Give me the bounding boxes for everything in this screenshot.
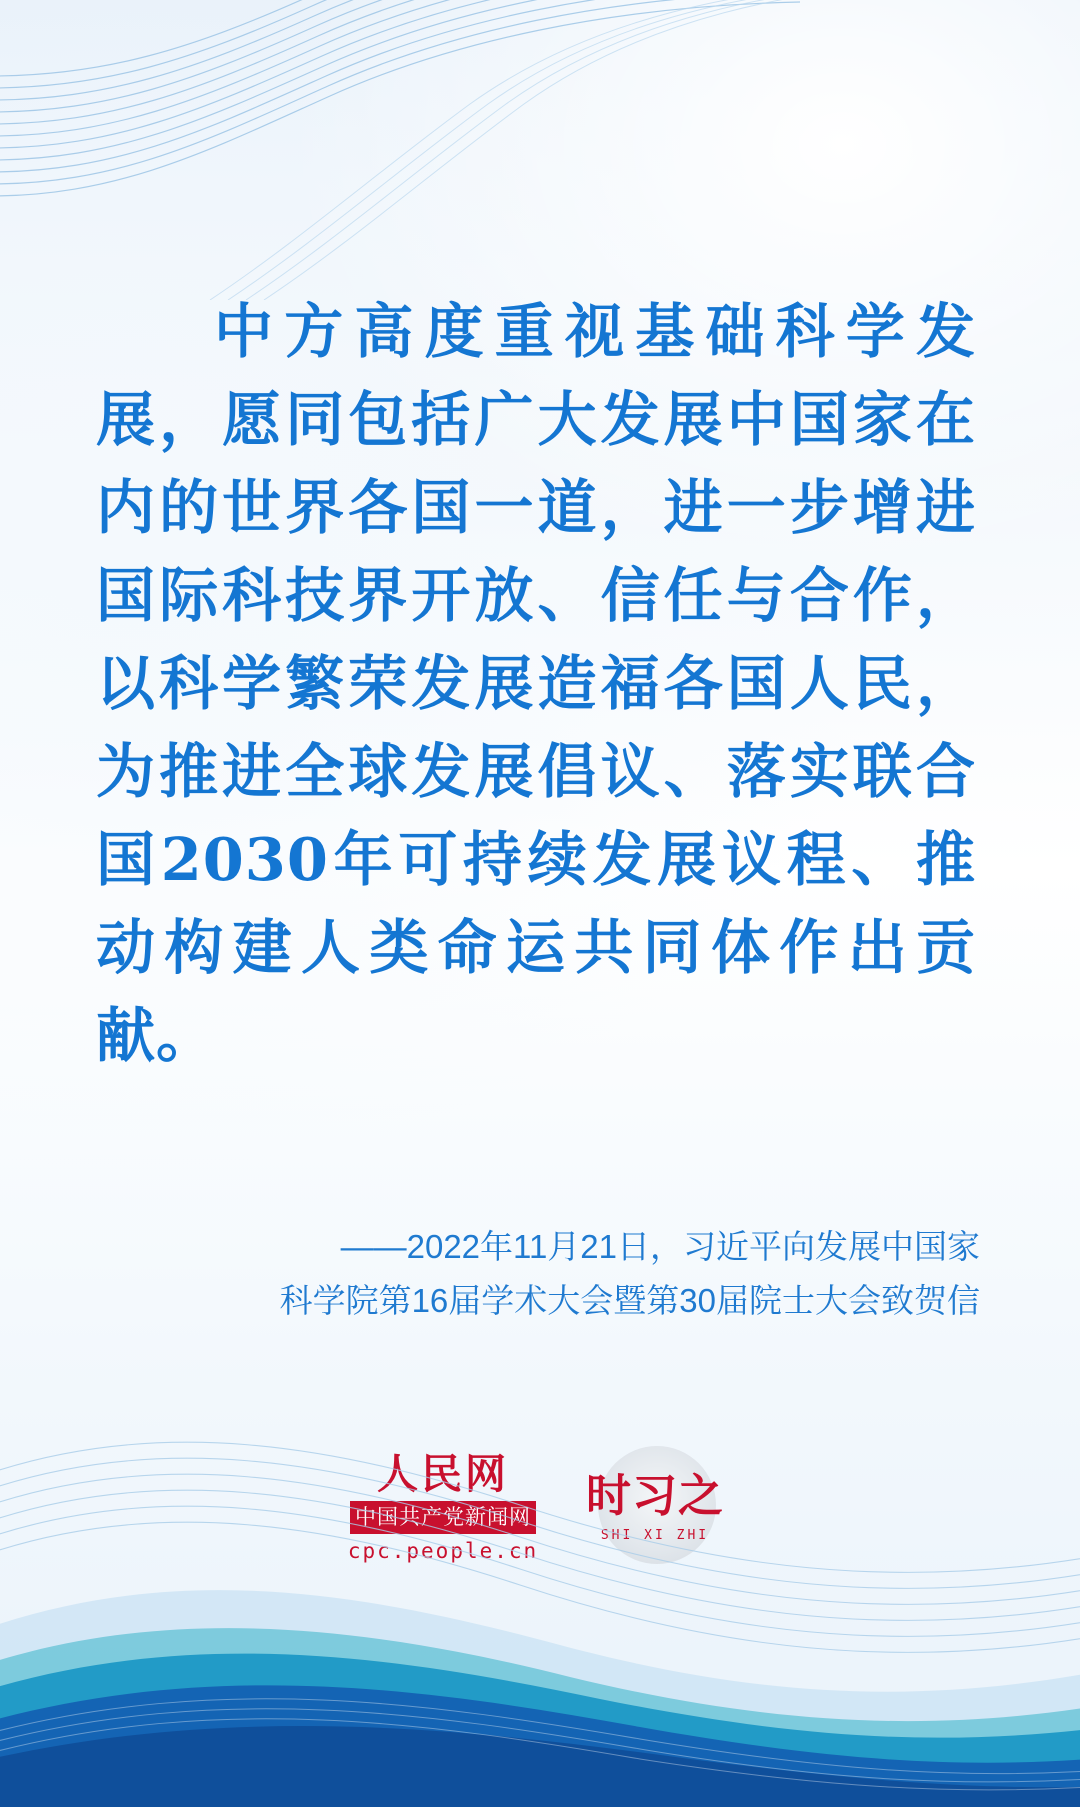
attribution-line-2: 科学院第16届学术大会暨第30届院士大会致贺信 [279,1282,980,1319]
shixizhi-logo-title: 时习之 [585,1468,724,1522]
shixizhi-logo-pinyin: SHI XI ZHI [600,1527,710,1543]
people-cn-logo-title: 人民网 [377,1449,509,1498]
shixizhi-logo [580,1440,730,1572]
attribution [96,1220,980,1328]
people-cn-logo-subtitle: 中国共产党新闻网 [350,1501,536,1534]
quote-text: 中方高度重视基础科学发展，愿同包括广大发展中国家在内的世界各国一道，进一步增进国际科技界开放、信任与合作，以科学繁荣发展造福各国人民，为推进全球发展倡议、落实联合国2030年可持续发展议程、推动构建人类命运共同体作出贡献。 [96,297,976,1070]
logo-row [0,1440,1080,1572]
attribution-line-1: ——2022年11月21日，习近平向发展中国家 [340,1228,980,1265]
quote-block [96,288,976,1080]
people-cn-logo [347,1449,539,1563]
people-cn-logo-domain: cpc.people.cn [347,1538,539,1563]
